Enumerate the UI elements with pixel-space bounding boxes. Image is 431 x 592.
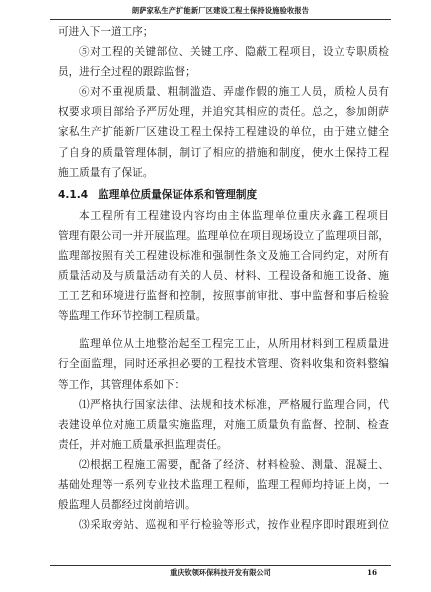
text-line: 了自身的质量管理体制，制订了相应的措施和制度，使水土保持工程 <box>58 146 389 159</box>
text-line: 施工质量有了保证。 <box>58 166 154 179</box>
text-line: 表建设单位对施工质量实施监理，对施工质量负有监督、控制、检查 <box>58 418 389 431</box>
text-line: ⑵根据工程施工需要，配备了经济、材料检验、测量、混凝土、 <box>79 458 389 471</box>
text-line: ⑥对不重视质量、粗制滥造、弄虚作假的施工人员，质检人员有 <box>79 86 389 99</box>
section-title: 监理单位质量保证体系和管理制度 <box>98 188 258 201</box>
text-line: 工工艺和环境进行监督和控制，按照事前审批、事中监督和事后检验 <box>58 290 389 303</box>
text-line: 管理有限公司一并开展监理。监理单位在项目现场设立了监理项目部， <box>58 229 389 242</box>
text-line: 本工程所有工程建设内容均由主体监理单位重庆永鑫工程项目 <box>79 209 389 222</box>
text-line: 家私生产扩能新厂区建设工程土保持工程建设的单位，由于建立健全 <box>58 126 389 139</box>
text-line: 监理部按照有关工程建设标准和强制性条文及施工合同约定，对所有 <box>58 249 389 262</box>
text-line: 权要求项目部给予严厉处理，并追究其相应的责任。总之，参加朗萨 <box>58 106 389 119</box>
body-content <box>58 22 389 535</box>
text-line: ⑤对工程的关键部位、关键工序、隐蔽工程项目，设立专职质检 <box>79 46 389 59</box>
section-heading <box>58 184 389 206</box>
text-line: 等监理工作环节控制工程质量。 <box>58 310 207 323</box>
text-line: 行全面监理，同时还承担必要的工程技术管理、资料收集和资料整编 <box>58 358 389 371</box>
text-line: ⑴严格执行国家法律、法规和技术标准，严格履行监理合同，代 <box>79 398 389 411</box>
text-line: 质量活动及与质量活动有关的人员、材料、工程设备和施工设备、施 <box>58 270 389 283</box>
text-line: 可进入下一道工序； <box>58 26 154 38</box>
text-line: 员，进行全过程的跟踪监督； <box>58 66 196 79</box>
footer-company: 重庆钦领环保科技开发有限公司 <box>170 568 271 577</box>
text-line: ⑶采取旁站、巡视和平行检验等形式，按作业程序即时跟班到位 <box>79 519 389 532</box>
text-line: 责任，并对施工质量承担监理责任。 <box>58 438 228 451</box>
section-number: 4.1.4 <box>58 188 89 201</box>
text-line: 等工作，其管理体系如下： <box>58 378 186 391</box>
text-line: 般监理人员都经过岗前培训。 <box>58 499 196 512</box>
page-number: 16 <box>366 568 377 577</box>
text-line: 监理单位从土地整治起至工程完工止，从所用材料到工程质量进 <box>79 338 389 351</box>
page-header: 朗萨家私生产扩能新厂区建设工程土保持设施验收报告 <box>50 6 391 20</box>
text-line: 基础处理等一系列专业技术监理工程师，监理工程师均持证上岗，一 <box>58 478 389 491</box>
page-footer <box>50 565 391 582</box>
